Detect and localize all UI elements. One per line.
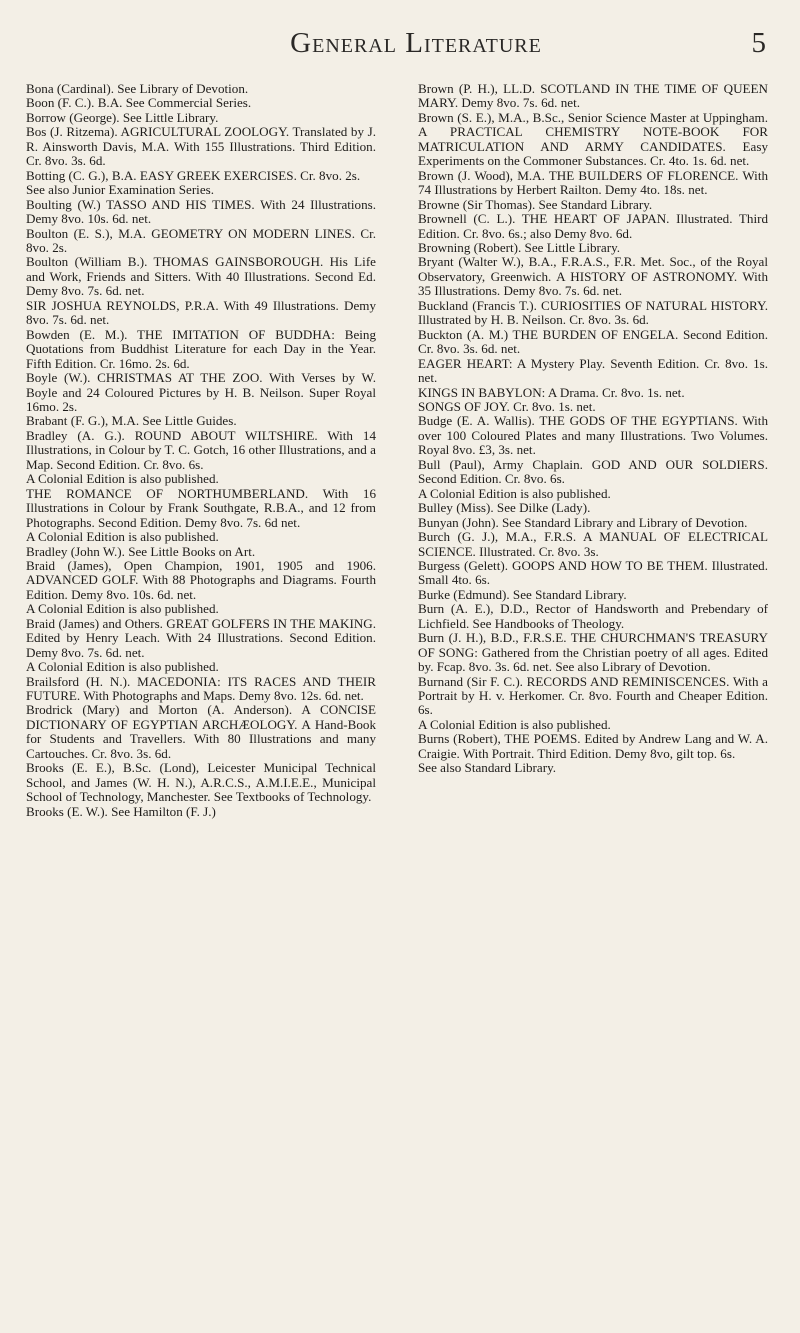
entry: SIR JOSHUA REYNOLDS, P.R.A. With 49 Illustrations. Demy 8vo. 7s. 6d. net. [26,297,376,328]
entry: Bona (Cardinal). See Library of Devotion. [26,81,249,96]
entry: Brooks (E. W.). See Hamilton (F. J.) [26,803,216,819]
entry: Brodrick (Mary) and Morton (A. Anderson). A CONCISE DICTIONARY OF EGYPTIAN ARCHÆOLOGY. A Hand-Book for Students and Travellers. With 80 Illustrations and many Cartouches. Cr. 8vo. 3s. 6d. [26,702,376,761]
entry: Budge (E. A. Wallis). THE GODS OF THE EGYPTIANS. With over 100 Coloured Plates and many Illustrations. Two Volumes. Royal 8vo. £3, 3s. net. [418,413,768,458]
entry-note: A Colonial Edition is also published. [26,659,219,675]
entry: Boulting (W.) TASSO AND HIS TIMES. With 24 Illustrations. Demy 8vo. 10s. 6d. net. [26,196,376,227]
running-head: General Literature [290,27,542,59]
entry: THE ROMANCE OF NORTHUMBERLAND. With 16 Illustrations in Colour by Frank Southgate, R.B.A., and 12 from Photographs. Second Edition. Demy 8vo. 7s. 6d net. [26,485,376,530]
entry: Burnand (Sir F. C.). RECORDS AND REMINISCENCES. With a Portrait by H. v. Herkomer. Cr. 8vo. Fourth and Cheaper Edition. 6s. [418,673,768,718]
entry-note: A Colonial Edition is also published. [418,716,611,732]
entry: Braid (James), Open Champion, 1901, 1905 and 1906. ADVANCED GOLF. With 88 Photographs and Diagrams. Fourth Edition. Demy 8vo. 10s. 6d. net. [26,557,376,602]
entry: Burn (A. E.), D.D., Rector of Handsworth and Prebendary of Lichfield. See Handbooks of Theology. [418,601,768,631]
entry: Brown (P. H.), LL.D. SCOTLAND IN THE TIME OF QUEEN MARY. Demy 8vo. 7s. 6d. net. [418,81,768,111]
page-header [66,18,766,60]
entry: Boyle (W.). CHRISTMAS AT THE ZOO. With Verses by W. Boyle and 24 Coloured Pictures by H. B. Neilson. Super Royal 16mo. 2s. [26,370,376,414]
entry: Bowden (E. M.). THE IMITATION OF BUDDHA: Being Quotations from Buddhist Literature for each Day in the Year. Fifth Edition. Cr. 16mo. 2s. 6d. [26,326,376,371]
entry: Bradley (John W.). See Little Books on Art. [26,543,256,559]
entry: Bull (Paul), Army Chaplain. GOD AND OUR SOLDIERS. Second Edition. Cr. 8vo. 6s. [418,456,768,487]
entry-note: A Colonial Edition is also published. [26,601,219,617]
entry: Burke (Edmund). See Standard Library. [418,586,627,602]
entry: Bulley (Miss). See Dilke (Lady). [418,500,591,516]
entry: Burgess (Gelett). GOOPS AND HOW TO BE THEM. Illustrated. Small 4to. 6s. [418,557,768,588]
entry-note: A Colonial Edition is also published. [26,529,219,545]
entry: Burn (J. H.), B.D., F.R.S.E. THE CHURCHMAN'S TREASURY OF SONG: Gathered from the Christian poetry of all ages. Edited by. Fcap. 8vo. 3s. 6d. net. See also Library of Devotion. [418,630,768,675]
entry: Burch (G. J.), M.A., F.R.S. A MANUAL OF ELECTRICAL SCIENCE. Illustrated. Cr. 8vo. 3s. [418,529,768,559]
entry: Boulton (E. S.), M.A. GEOMETRY ON MODERN LINES. Cr. 8vo. 2s. [26,225,376,255]
left-column [26,82,376,819]
entry: EAGER HEART: A Mystery Play. Seventh Edition. Cr. 8vo. 1s. net. [418,355,768,386]
entry: Brooks (E. E.), B.Sc. (Lond), Leicester Municipal Technical School, and James (W. H. N.), A.R.C.S., A.M.I.E.E., Municipal School of Technology, Manchester. See Textbooks of Technology. [26,760,376,805]
entry: KINGS IN BABYLON: A Drama. Cr. 8vo. 1s. net. [418,384,685,400]
entry-note: A Colonial Edition is also published. [26,471,219,487]
entry: Brown (J. Wood), M.A. THE BUILDERS OF FLORENCE. With 74 Illustrations by Herbert Railton. Demy 4to. 18s. net. [418,167,768,198]
right-column [418,82,768,776]
entry: Boulton (William B.). THOMAS GAINSBOROUGH. His Life and Work, Friends and Sitters. With 40 Illustrations. Second Ed. Demy 8vo. 7s. 6d. net. [26,254,376,299]
entry: Brown (S. E.), M.A., B.Sc., Senior Science Master at Uppingham. A PRACTICAL CHEMISTRY NOTE-BOOK FOR MATRICULATION AND ARMY CANDIDATES. Easy Experiments on the Commoner Substances. Cr. 4to. 1s. 6d. net. [418,109,768,169]
entry: Bradley (A. G.). ROUND ABOUT WILTSHIRE. With 14 Illustrations, in Colour by T. C. Gotch, 16 other Illustrations, and a Map. Second Edition. Cr. 8vo. 6s. [26,427,376,472]
entry: Buckton (A. M.) THE BURDEN OF ENGELA. Second Edition. Cr. 8vo. 3s. 6d. net. [418,326,768,357]
entry: Brailsford (H. N.). MACEDONIA: ITS RACES AND THEIR FUTURE. With Photographs and Maps. Demy 8vo. 12s. 6d. net. [26,673,376,704]
entry: Borrow (George). See Little Library. [26,109,219,125]
entry: Burns (Robert), THE POEMS. Edited by Andrew Lang and W. A. Craigie. With Portrait. Third Edition. Demy 8vo, gilt top. 6s. [418,731,768,761]
entry: Bos (J. Ritzema). AGRICULTURAL ZOOLOGY. Translated by J. R. Ainsworth Davis, M.A. With 155 Illustrations. Third Edition. Cr. 8vo. 3s. 6d. [26,124,376,169]
entry: Brabant (F. G.), M.A. See Little Guides. [26,413,237,429]
page-number: 5 [751,27,766,59]
entry: Bunyan (John). See Standard Library and Library of Devotion. [418,514,748,530]
entry: Bryant (Walter W.), B.A., F.R.A.S., F.R. Met. Soc., of the Royal Observatory, Greenwich. A HISTORY OF ASTRONOMY. With 35 Illustrations. Demy 8vo. 7s. 6d. net. [418,254,768,299]
entry-note: A Colonial Edition is also published. [418,485,611,501]
entry: Brownell (C. L.). THE HEART OF JAPAN. Illustrated. Third Edition. Cr. 8vo. 6s.; also Demy 8vo. 6d. [418,211,768,241]
entry: SONGS OF JOY. Cr. 8vo. 1s. net. [418,398,596,414]
entry: Buckland (Francis T.). CURIOSITIES OF NATURAL HISTORY. Illustrated by H. B. Neilson. Cr. 8vo. 3s. 6d. [418,297,768,328]
entry: Browning (Robert). See Little Library. [418,239,621,255]
entry: Botting (C. G.), B.A. EASY GREEK EXERCISES. Cr. 8vo. 2s. [26,167,361,183]
entry-note: See also Standard Library. [418,760,557,776]
entry-note: See also Junior Examination Series. [26,182,215,198]
entry: Browne (Sir Thomas). See Standard Library. [418,196,653,212]
entry: Braid (James) and Others. GREAT GOLFERS IN THE MAKING. Edited by Henry Leach. With 24 Illustrations. Second Edition. Demy 8vo. 7s. 6d. net. [26,615,376,660]
entry: Boon (F. C.). B.A. See Commercial Series. [26,95,252,111]
